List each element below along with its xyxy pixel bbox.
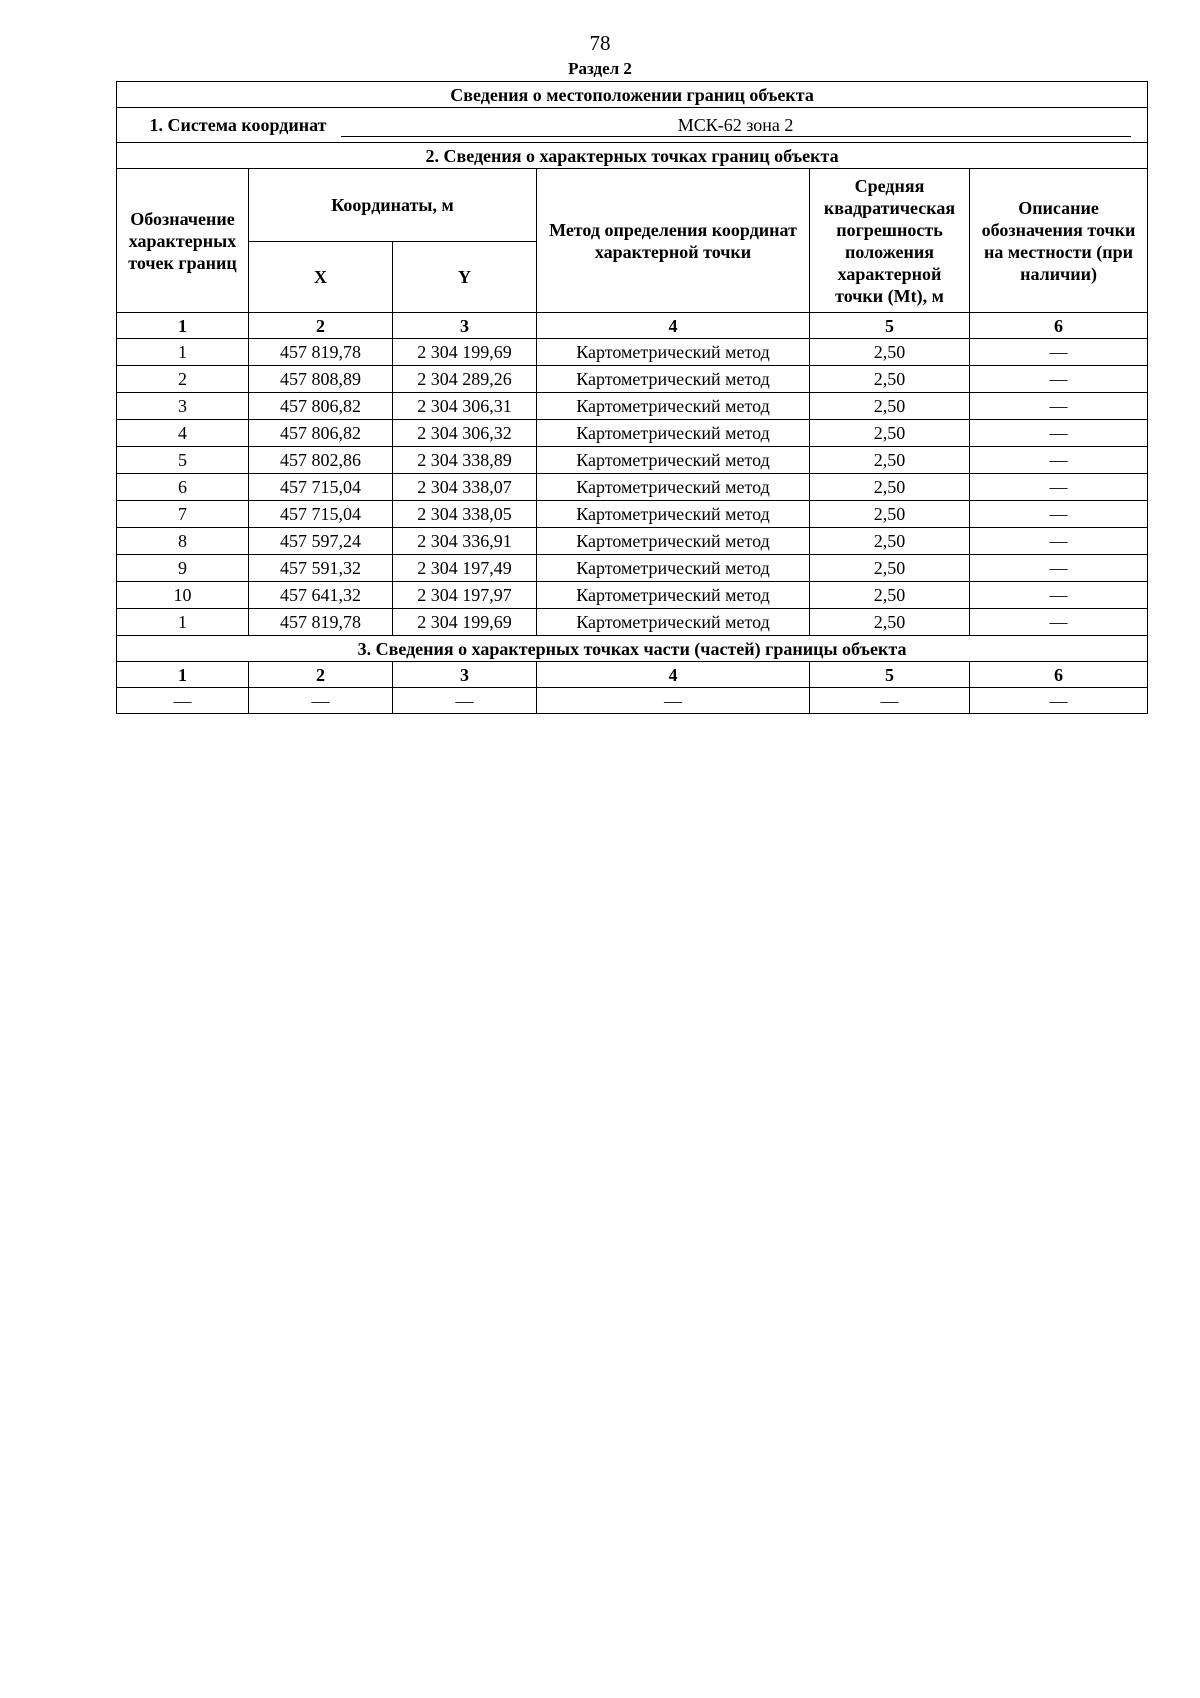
empty-cell: — (810, 688, 970, 714)
coord-x: 457 806,82 (249, 393, 393, 420)
mean-error: 2,50 (810, 582, 970, 609)
table-row (117, 339, 1148, 366)
description: — (970, 501, 1148, 528)
point-number: 9 (117, 555, 249, 582)
coord-x: 457 802,86 (249, 447, 393, 474)
coord-x: 457 715,04 (249, 474, 393, 501)
description: — (970, 447, 1148, 474)
column-number: 3 (393, 662, 537, 688)
table-row (117, 555, 1148, 582)
coord-x: 457 808,89 (249, 366, 393, 393)
coordinate-system-label: 1. Система координат (149, 114, 327, 135)
method: Картометрический метод (537, 528, 810, 555)
table-row (117, 582, 1148, 609)
description: — (970, 474, 1148, 501)
description: — (970, 420, 1148, 447)
coord-y: 2 304 199,69 (393, 339, 537, 366)
column-number: 4 (537, 313, 810, 339)
description: — (970, 582, 1148, 609)
table-title: Сведения о местоположении границ объекта (117, 82, 1148, 108)
empty-cell: — (393, 688, 537, 714)
description: — (970, 393, 1148, 420)
table-row (117, 366, 1148, 393)
mean-error: 2,50 (810, 420, 970, 447)
method: Картометрический метод (537, 555, 810, 582)
table-row (117, 393, 1148, 420)
empty-cell: — (537, 688, 810, 714)
table-row (117, 609, 1148, 636)
mean-error: 2,50 (810, 393, 970, 420)
header-point-designation: Обозначение характерных точек границ (117, 169, 249, 313)
table-row (117, 528, 1148, 555)
coord-x: 457 819,78 (249, 339, 393, 366)
point-number: 7 (117, 501, 249, 528)
table-row (117, 474, 1148, 501)
column-number: 4 (537, 662, 810, 688)
page-number: 78 (589, 31, 611, 55)
method: Картометрический метод (537, 393, 810, 420)
section-title: Раздел 2 (568, 59, 632, 78)
method: Картометрический метод (537, 609, 810, 636)
empty-cell: — (249, 688, 393, 714)
coord-x: 457 715,04 (249, 501, 393, 528)
method: Картометрический метод (537, 420, 810, 447)
point-number: 6 (117, 474, 249, 501)
coord-y: 2 304 199,69 (393, 609, 537, 636)
coord-x: 457 597,24 (249, 528, 393, 555)
coord-x: 457 641,32 (249, 582, 393, 609)
method: Картометрический метод (537, 447, 810, 474)
coord-y: 2 304 338,05 (393, 501, 537, 528)
point-number: 5 (117, 447, 249, 474)
coord-y: 2 304 306,31 (393, 393, 537, 420)
method: Картометрический метод (537, 501, 810, 528)
column-number: 5 (810, 313, 970, 339)
header-x: X (249, 242, 393, 313)
parts-section-title: 3. Сведения о характерных точках части (частей) границы объекта (117, 636, 1148, 662)
table-row (117, 447, 1148, 474)
description: — (970, 609, 1148, 636)
boundary-table (116, 81, 1148, 714)
point-number: 10 (117, 582, 249, 609)
description: — (970, 555, 1148, 582)
coord-y: 2 304 306,32 (393, 420, 537, 447)
mean-error: 2,50 (810, 366, 970, 393)
mean-error: 2,50 (810, 474, 970, 501)
coord-x: 457 806,82 (249, 420, 393, 447)
header-coordinates: Координаты, м (249, 169, 537, 242)
method: Картометрический метод (537, 474, 810, 501)
point-number: 2 (117, 366, 249, 393)
column-number: 1 (117, 313, 249, 339)
coord-x: 457 819,78 (249, 609, 393, 636)
coordinate-system-value: МСК-62 зона 2 (341, 114, 1131, 137)
mean-error: 2,50 (810, 339, 970, 366)
table-row (117, 420, 1148, 447)
mean-error: 2,50 (810, 528, 970, 555)
table-row (117, 501, 1148, 528)
header-y: Y (393, 242, 537, 313)
mean-error: 2,50 (810, 501, 970, 528)
mean-error: 2,50 (810, 609, 970, 636)
column-number: 2 (249, 313, 393, 339)
method: Картометрический метод (537, 582, 810, 609)
header-description: Описание обозначения точки на местности (при наличии) (970, 169, 1148, 313)
point-number: 1 (117, 339, 249, 366)
column-number: 3 (393, 313, 537, 339)
column-number: 1 (117, 662, 249, 688)
point-number: 3 (117, 393, 249, 420)
column-numbers-row (117, 313, 1148, 339)
coord-x: 457 591,32 (249, 555, 393, 582)
point-number: 4 (117, 420, 249, 447)
points-section-title: 2. Сведения о характерных точках границ объекта (117, 143, 1148, 169)
description: — (970, 366, 1148, 393)
point-number: 1 (117, 609, 249, 636)
point-number: 8 (117, 528, 249, 555)
coord-y: 2 304 338,07 (393, 474, 537, 501)
empty-cell: — (970, 688, 1148, 714)
column-number: 5 (810, 662, 970, 688)
mean-error: 2,50 (810, 555, 970, 582)
description: — (970, 339, 1148, 366)
coord-y: 2 304 289,26 (393, 366, 537, 393)
parts-column-numbers-row (117, 662, 1148, 688)
column-number: 2 (249, 662, 393, 688)
coord-y: 2 304 338,89 (393, 447, 537, 474)
coord-y: 2 304 336,91 (393, 528, 537, 555)
column-number: 6 (970, 313, 1148, 339)
header-method: Метод определения координат характерной точки (537, 169, 810, 313)
coord-y: 2 304 197,49 (393, 555, 537, 582)
empty-cell: — (117, 688, 249, 714)
table-row (117, 688, 1148, 714)
method: Картометрический метод (537, 366, 810, 393)
mean-error: 2,50 (810, 447, 970, 474)
description: — (970, 528, 1148, 555)
coord-y: 2 304 197,97 (393, 582, 537, 609)
header-mean-error: Средняя квадратическая погрешность положения характерной точки (Mt), м (810, 169, 970, 313)
coordinate-system-row (117, 108, 1148, 143)
method: Картометрический метод (537, 339, 810, 366)
column-number: 6 (970, 662, 1148, 688)
